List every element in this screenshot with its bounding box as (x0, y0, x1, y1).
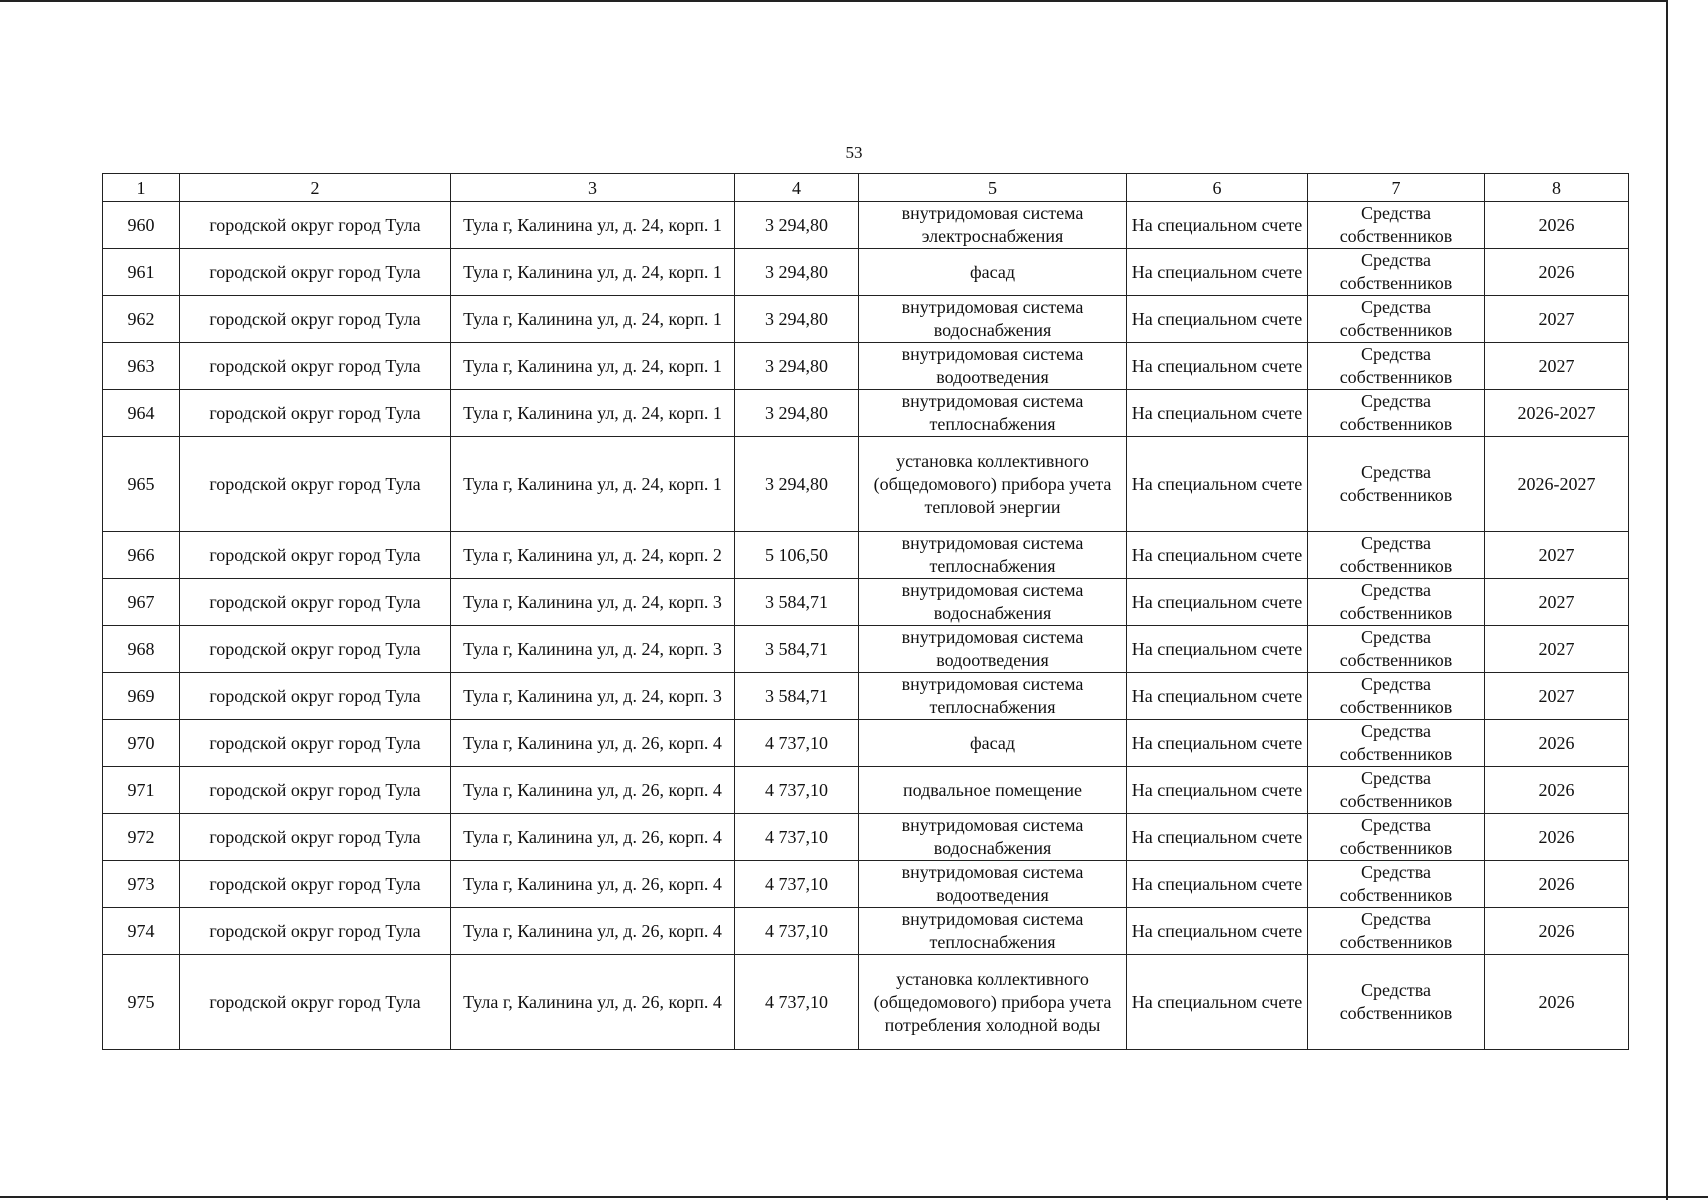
area-cell: 3 294,80 (735, 202, 859, 249)
address-cell: Тула г, Калинина ул, д. 24, корп. 3 (451, 626, 735, 673)
table-row (103, 814, 1629, 861)
table-row (103, 579, 1629, 626)
year-cell: 2027 (1485, 343, 1629, 390)
area-cell: 4 737,10 (735, 908, 859, 955)
area-cell: 3 294,80 (735, 390, 859, 437)
address-cell: Тула г, Калинина ул, д. 26, корп. 4 (451, 955, 735, 1050)
year-cell: 2027 (1485, 296, 1629, 343)
work-type-cell: внутридомовая система теплоснабжения (859, 532, 1127, 579)
work-type-cell: внутридомовая система теплоснабжения (859, 908, 1127, 955)
scan-edge-right (1666, 0, 1668, 1200)
funding-source-cell: Средства собственников (1308, 673, 1485, 720)
funding-source-cell: Средства собственников (1308, 202, 1485, 249)
work-type-cell: внутридомовая система теплоснабжения (859, 673, 1127, 720)
work-type-cell: фасад (859, 720, 1127, 767)
address-cell: Тула г, Калинина ул, д. 24, корп. 1 (451, 390, 735, 437)
area-cell: 4 737,10 (735, 955, 859, 1050)
row-number-cell: 963 (103, 343, 180, 390)
row-number-cell: 964 (103, 390, 180, 437)
municipality-cell: городской округ город Тула (180, 861, 451, 908)
table-row (103, 343, 1629, 390)
table-row (103, 720, 1629, 767)
address-cell: Тула г, Калинина ул, д. 24, корп. 1 (451, 437, 735, 532)
header-cell-2: 2 (180, 174, 451, 202)
table-row (103, 532, 1629, 579)
address-cell: Тула г, Калинина ул, д. 24, корп. 1 (451, 296, 735, 343)
register-table (102, 173, 1629, 1050)
fund-method-cell: На специальном счете (1127, 437, 1308, 532)
row-number-cell: 971 (103, 767, 180, 814)
fund-method-cell: На специальном счете (1127, 626, 1308, 673)
header-cell-4: 4 (735, 174, 859, 202)
area-cell: 4 737,10 (735, 861, 859, 908)
fund-method-cell: На специальном счете (1127, 296, 1308, 343)
address-cell: Тула г, Калинина ул, д. 26, корп. 4 (451, 767, 735, 814)
year-cell: 2027 (1485, 626, 1629, 673)
area-cell: 3 294,80 (735, 343, 859, 390)
row-number-cell: 961 (103, 249, 180, 296)
table-row (103, 437, 1629, 532)
work-type-cell: подвальное помещение (859, 767, 1127, 814)
fund-method-cell: На специальном счете (1127, 673, 1308, 720)
funding-source-cell: Средства собственников (1308, 955, 1485, 1050)
work-type-cell: внутридомовая система водоснабжения (859, 579, 1127, 626)
area-cell: 5 106,50 (735, 532, 859, 579)
funding-source-cell: Средства собственников (1308, 908, 1485, 955)
table-header-row (103, 174, 1629, 202)
table-row (103, 390, 1629, 437)
table-row (103, 202, 1629, 249)
fund-method-cell: На специальном счете (1127, 908, 1308, 955)
municipality-cell: городской округ город Тула (180, 955, 451, 1050)
municipality-cell: городской округ город Тула (180, 296, 451, 343)
funding-source-cell: Средства собственников (1308, 249, 1485, 296)
fund-method-cell: На специальном счете (1127, 579, 1308, 626)
header-cell-5: 5 (859, 174, 1127, 202)
row-number-cell: 967 (103, 579, 180, 626)
fund-method-cell: На специальном счете (1127, 390, 1308, 437)
fund-method-cell: На специальном счете (1127, 814, 1308, 861)
table-row (103, 249, 1629, 296)
address-cell: Тула г, Калинина ул, д. 26, корп. 4 (451, 720, 735, 767)
municipality-cell: городской округ город Тула (180, 390, 451, 437)
header-cell-3: 3 (451, 174, 735, 202)
municipality-cell: городской округ город Тула (180, 202, 451, 249)
address-cell: Тула г, Калинина ул, д. 24, корп. 3 (451, 579, 735, 626)
address-cell: Тула г, Калинина ул, д. 26, корп. 4 (451, 814, 735, 861)
fund-method-cell: На специальном счете (1127, 343, 1308, 390)
header-cell-1: 1 (103, 174, 180, 202)
row-number-cell: 969 (103, 673, 180, 720)
funding-source-cell: Средства собственников (1308, 437, 1485, 532)
work-type-cell: внутридомовая система водоотведения (859, 861, 1127, 908)
table-row (103, 861, 1629, 908)
address-cell: Тула г, Калинина ул, д. 24, корп. 1 (451, 202, 735, 249)
fund-method-cell: На специальном счете (1127, 202, 1308, 249)
table-body (103, 174, 1629, 1050)
funding-source-cell: Средства собственников (1308, 390, 1485, 437)
table-row (103, 296, 1629, 343)
table-row (103, 626, 1629, 673)
page-number: 53 (845, 143, 863, 162)
municipality-cell: городской округ город Тула (180, 579, 451, 626)
area-cell: 3 584,71 (735, 626, 859, 673)
funding-source-cell: Средства собственников (1308, 814, 1485, 861)
fund-method-cell: На специальном счете (1127, 249, 1308, 296)
row-number-cell: 974 (103, 908, 180, 955)
area-cell: 3 584,71 (735, 673, 859, 720)
municipality-cell: городской округ город Тула (180, 814, 451, 861)
year-cell: 2026 (1485, 249, 1629, 296)
row-number-cell: 968 (103, 626, 180, 673)
work-type-cell: внутридомовая система водоснабжения (859, 296, 1127, 343)
table-row (103, 673, 1629, 720)
address-cell: Тула г, Калинина ул, д. 24, корп. 1 (451, 249, 735, 296)
address-cell: Тула г, Калинина ул, д. 24, корп. 1 (451, 343, 735, 390)
row-number-cell: 975 (103, 955, 180, 1050)
scan-edge-bottom (0, 1196, 1708, 1198)
row-number-cell: 966 (103, 532, 180, 579)
year-cell: 2027 (1485, 579, 1629, 626)
row-number-cell: 970 (103, 720, 180, 767)
address-cell: Тула г, Калинина ул, д. 26, корп. 4 (451, 861, 735, 908)
municipality-cell: городской округ город Тула (180, 673, 451, 720)
row-number-cell: 960 (103, 202, 180, 249)
municipality-cell: городской округ город Тула (180, 532, 451, 579)
row-number-cell: 965 (103, 437, 180, 532)
work-type-cell: внутридомовая система водоснабжения (859, 814, 1127, 861)
municipality-cell: городской округ город Тула (180, 720, 451, 767)
area-cell: 3 294,80 (735, 296, 859, 343)
header-cell-6: 6 (1127, 174, 1308, 202)
area-cell: 4 737,10 (735, 720, 859, 767)
scan-edge-top (0, 0, 1668, 2)
header-cell-8: 8 (1485, 174, 1629, 202)
year-cell: 2026-2027 (1485, 390, 1629, 437)
municipality-cell: городской округ город Тула (180, 437, 451, 532)
year-cell: 2027 (1485, 673, 1629, 720)
area-cell: 4 737,10 (735, 814, 859, 861)
table-row (103, 908, 1629, 955)
work-type-cell: установка коллективного (общедомового) прибора учета потребления холодной воды (859, 955, 1127, 1050)
work-type-cell: установка коллективного (общедомового) прибора учета тепловой энергии (859, 437, 1127, 532)
funding-source-cell: Средства собственников (1308, 626, 1485, 673)
year-cell: 2026 (1485, 955, 1629, 1050)
work-type-cell: фасад (859, 249, 1127, 296)
row-number-cell: 972 (103, 814, 180, 861)
year-cell: 2027 (1485, 532, 1629, 579)
area-cell: 4 737,10 (735, 767, 859, 814)
area-cell: 3 294,80 (735, 437, 859, 532)
year-cell: 2026 (1485, 202, 1629, 249)
table-row (103, 955, 1629, 1050)
year-cell: 2026 (1485, 908, 1629, 955)
year-cell: 2026 (1485, 861, 1629, 908)
year-cell: 2026-2027 (1485, 437, 1629, 532)
fund-method-cell: На специальном счете (1127, 532, 1308, 579)
fund-method-cell: На специальном счете (1127, 861, 1308, 908)
area-cell: 3 584,71 (735, 579, 859, 626)
work-type-cell: внутридомовая система водоотведения (859, 343, 1127, 390)
municipality-cell: городской округ город Тула (180, 767, 451, 814)
address-cell: Тула г, Калинина ул, д. 24, корп. 2 (451, 532, 735, 579)
table-row (103, 767, 1629, 814)
municipality-cell: городской округ город Тула (180, 908, 451, 955)
funding-source-cell: Средства собственников (1308, 767, 1485, 814)
address-cell: Тула г, Калинина ул, д. 24, корп. 3 (451, 673, 735, 720)
year-cell: 2026 (1485, 767, 1629, 814)
header-cell-7: 7 (1308, 174, 1485, 202)
year-cell: 2026 (1485, 814, 1629, 861)
fund-method-cell: На специальном счете (1127, 955, 1308, 1050)
year-cell: 2026 (1485, 720, 1629, 767)
funding-source-cell: Средства собственников (1308, 579, 1485, 626)
funding-source-cell: Средства собственников (1308, 296, 1485, 343)
funding-source-cell: Средства собственников (1308, 343, 1485, 390)
fund-method-cell: На специальном счете (1127, 767, 1308, 814)
municipality-cell: городской округ город Тула (180, 343, 451, 390)
address-cell: Тула г, Калинина ул, д. 26, корп. 4 (451, 908, 735, 955)
fund-method-cell: На специальном счете (1127, 720, 1308, 767)
row-number-cell: 962 (103, 296, 180, 343)
municipality-cell: городской округ город Тула (180, 249, 451, 296)
funding-source-cell: Средства собственников (1308, 532, 1485, 579)
work-type-cell: внутридомовая система теплоснабжения (859, 390, 1127, 437)
work-type-cell: внутридомовая система электроснабжения (859, 202, 1127, 249)
funding-source-cell: Средства собственников (1308, 720, 1485, 767)
municipality-cell: городской округ город Тула (180, 626, 451, 673)
work-type-cell: внутридомовая система водоотведения (859, 626, 1127, 673)
area-cell: 3 294,80 (735, 249, 859, 296)
funding-source-cell: Средства собственников (1308, 861, 1485, 908)
row-number-cell: 973 (103, 861, 180, 908)
